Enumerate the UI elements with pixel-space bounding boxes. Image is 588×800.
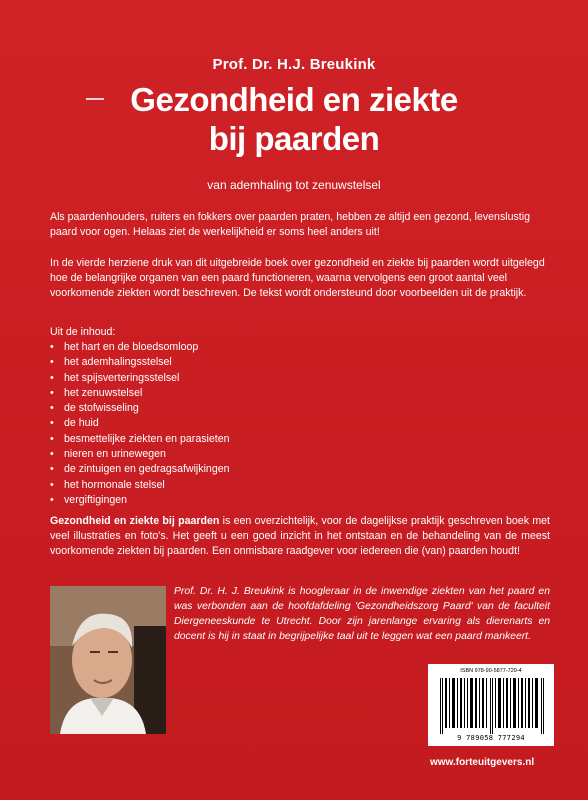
barcode — [428, 664, 554, 746]
title-line-2: bij paarden — [208, 120, 380, 157]
author-photo — [50, 586, 166, 734]
summary-paragraph — [50, 514, 550, 559]
list-item: • het zenuwstelsel — [50, 386, 230, 401]
contents-list — [50, 340, 230, 508]
list-item: • het hart en de bloedsomloop — [50, 340, 230, 355]
list-item: • vergiftigingen — [50, 493, 230, 508]
isbn-label: ISBN 978-90-5877-729-4 — [460, 668, 522, 674]
summary-text: is een overzichtelijk, voor de dagelijkse praktijk geschreven boek met veel illustraties en foto's. Het geeft u een goed inzicht in het ontstaan en de behandeling van de meest voorkomende ziekten bij paarden. Een onmisbare raadgever voor iedereen die (van) paarden houdt! — [50, 515, 550, 557]
barcode-bars — [438, 678, 546, 734]
publisher-website: www.forteuitgevers.nl — [430, 757, 535, 768]
intro-paragraph-1: Als paardenhouders, ruiters en fokkers over paarden praten, hebben ze altijd een gezond, levenslustig paard voor ogen. Helaas ziet de werkelijkheid er soms heel anders uit! — [50, 211, 530, 238]
intro-paragraph-2: In de vierde herziene druk van dit uitgebreide boek over gezondheid en ziekte bij paarden wordt uitgelegd hoe de belangrijke organen van een paard functioneren, waarna vervolgens een groot aantal veel voorkomende ziekten wordt beschreven. De tekst wordt ondersteund door voorbeelden uit de praktijk. — [50, 257, 545, 299]
book-title — [0, 80, 588, 158]
list-item: • de huid — [50, 416, 230, 431]
list-item: • de stofwisseling — [50, 401, 230, 416]
list-item: • besmettelijke ziekten en parasieten — [50, 432, 230, 447]
list-item: • de zintuigen en gedragsafwijkingen — [50, 462, 230, 477]
list-item: • het spijsverteringsstelsel — [50, 371, 230, 386]
book-subtitle: van ademhaling tot zenuwstelsel — [207, 178, 381, 192]
list-item: • het ademhalingsstelsel — [50, 355, 230, 370]
contents-heading: Uit de inhoud: — [50, 326, 116, 338]
title-line-1: Gezondheid en ziekte — [130, 81, 458, 118]
summary-book-title: Gezondheid en ziekte bij paarden — [50, 515, 220, 527]
author-bio: Prof. Dr. H. J. Breukink is hoogleraar in de inwendige ziekten van het paard en was verbonden aan de hoofdafdeling 'Gezondheidszorg Paard' van de faculteit Diergeneeskunde te Utrecht. Door zijn jarenlange ervaring als dierenarts en docent is hij in staat in begrijpelijke taal uit te leggen wat een paard mankeert. — [174, 586, 550, 642]
list-item: • het hormonale stelsel — [50, 478, 230, 493]
list-item: • nieren en urinewegen — [50, 447, 230, 462]
author-name: Prof. Dr. H.J. Breukink — [212, 56, 376, 73]
barcode-digits: 9 789058 777294 — [457, 734, 525, 742]
